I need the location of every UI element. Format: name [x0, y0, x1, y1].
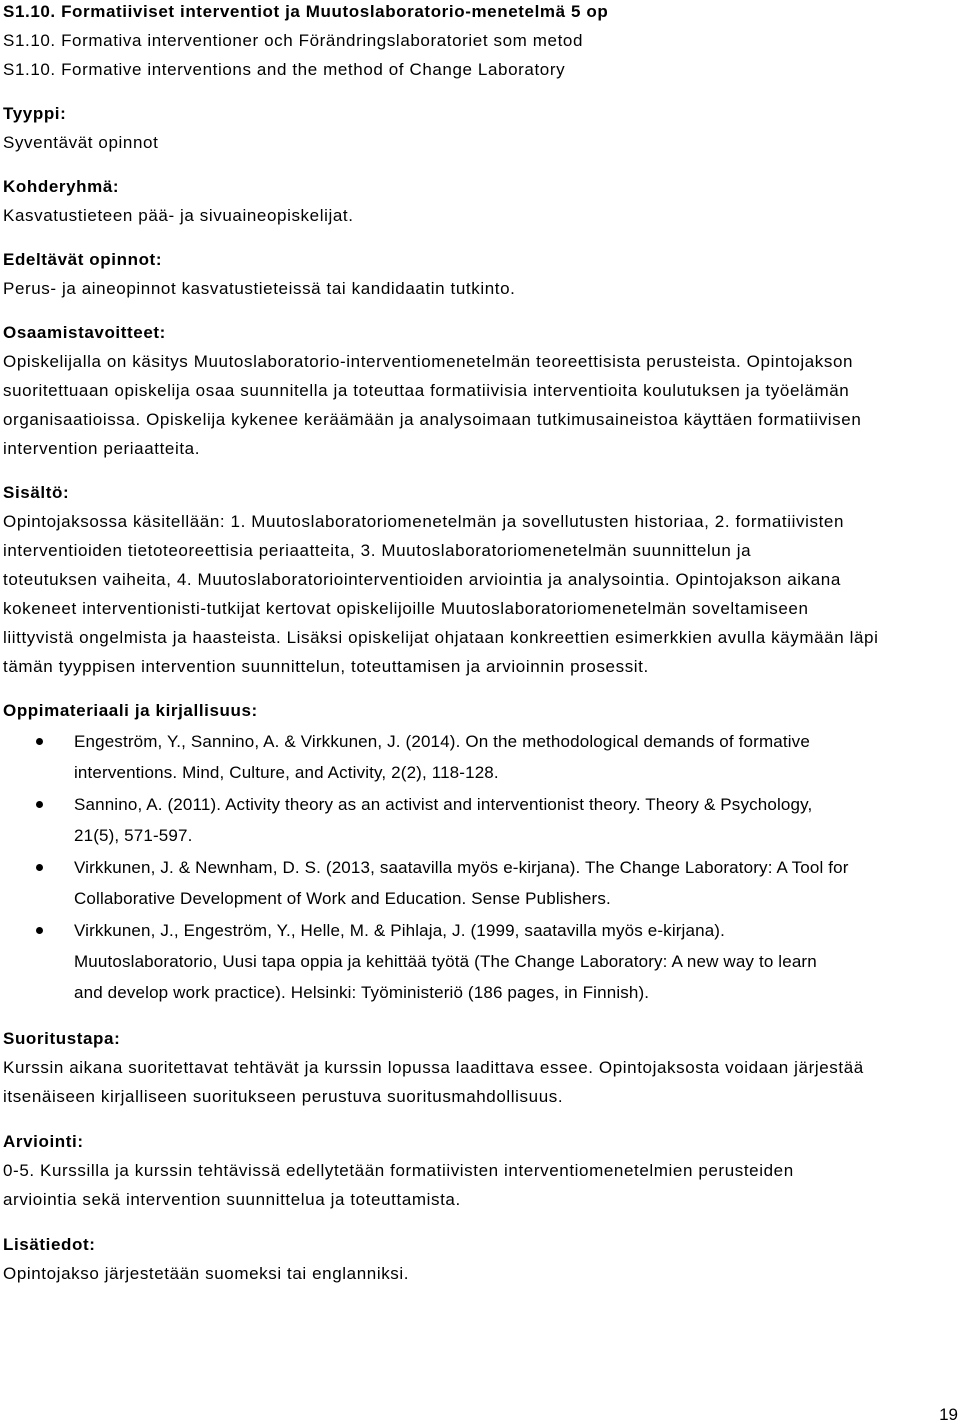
section-text-line: itsenäiseen kirjalliseen suoritukseen perustuva suoritusmahdollisuus.	[3, 1087, 564, 1106]
list-item	[3, 726, 957, 788]
section-text-line: 0-5. Kurssilla ja kurssin tehtävissä edellytetään formatiivisten interventiomenetelmien perusteiden	[3, 1161, 794, 1180]
title-english: S1.10. Formative interventions and the method of Change Laboratory	[3, 60, 566, 79]
reference-line: Muutoslaboratorio, Uusi tapa oppia ja kehittää työtä (The Change Laboratory: A new way to learn	[74, 952, 817, 971]
section-label: Osaamistavoitteet:	[3, 323, 166, 342]
section-label: Kohderyhmä:	[3, 177, 120, 196]
section-label: Suoritustapa:	[3, 1029, 121, 1048]
reference-line: interventions. Mind, Culture, and Activity, 2(2), 118-128.	[74, 763, 499, 782]
section-text-line: Kurssin aikana suoritettavat tehtävät ja kurssin lopussa laadittava essee. Opintojaksosta voidaan järjestää	[3, 1058, 864, 1077]
section-text-line: tämän tyyppisen intervention suunnittelun, toteuttamisen ja arvioinnin prosessit.	[3, 657, 649, 676]
section-label: Oppimateriaali ja kirjallisuus:	[3, 701, 258, 720]
section-text-line: Perus- ja aineopinnot kasvatustieteissä tai kandidaatin tutkinto.	[3, 279, 516, 298]
title-finnish: S1.10. Formatiiviset interventiot ja Muutoslaboratorio-menetelmä 5 op	[3, 2, 609, 21]
section-text-line: Syventävät opinnot	[3, 133, 159, 152]
section-content	[3, 478, 957, 681]
section-label: Arviointi:	[3, 1132, 84, 1151]
literature-list	[3, 726, 957, 1008]
list-item	[3, 852, 957, 914]
section-text-line: interventioiden tietoteoreettisia periaatteita, 3. Muutoslaboratoriomenetelmän suunnittelun ja	[3, 541, 752, 560]
section-learning-outcomes	[3, 318, 957, 463]
list-item	[3, 789, 957, 851]
bullet-icon	[36, 927, 43, 934]
title-swedish: S1.10. Formativa interventioner och Förändringslaboratoriet som metod	[3, 31, 583, 50]
bullet-icon	[36, 801, 43, 808]
list-item	[3, 915, 957, 1008]
section-text-line: kokeneet interventionisti-tutkijat kertovat opiskelijoille Muutoslaboratoriomenetelmän soveltamiseen	[3, 599, 809, 618]
reference-line: Collaborative Development of Work and Education. Sense Publishers.	[74, 889, 611, 908]
section-text-line: toteutuksen vaiheita, 4. Muutoslaboratoriointerventioiden arviointia ja analysointia. Opintojakson aikana	[3, 570, 841, 589]
section-type	[3, 99, 957, 157]
section-text-line: suoritettuaan opiskelija osaa suunnitella ja toteuttaa formatiivisia interventioita koulutuksen ja työelämän	[3, 381, 850, 400]
section-label: Sisältö:	[3, 483, 70, 502]
section-literature	[3, 696, 957, 1008]
section-text-line: intervention periaatteita.	[3, 439, 201, 458]
section-text-line: organisaatioissa. Opiskelija kykenee keräämään ja analysoimaan tutkimusaineistoa käyttäen formatiivisen	[3, 410, 862, 429]
bullet-icon	[36, 738, 43, 745]
section-label: Lisätiedot:	[3, 1235, 96, 1254]
section-assessment	[3, 1127, 957, 1214]
bullet-icon	[36, 864, 43, 871]
reference-line: 21(5), 571-597.	[74, 826, 193, 845]
reference-line: Sannino, A. (2011). Activity theory as an activist and interventionist theory. Theory & Psychology,	[74, 795, 813, 814]
course-heading	[3, 0, 957, 84]
section-label: Tyyppi:	[3, 104, 67, 123]
section-text-line: Opintojaksossa käsitellään: 1. Muutoslaboratoriomenetelmän ja sovellutusten historiaa, 2. formatiivisten	[3, 512, 845, 531]
section-prerequisites	[3, 245, 957, 303]
section-target-group	[3, 172, 957, 230]
reference-line: Virkkunen, J. & Newnham, D. S. (2013, saatavilla myös e-kirjana). The Change Laboratory: A Tool for	[74, 858, 849, 877]
reference-line: Virkkunen, J., Engeström, Y., Helle, M. & Pihlaja, J. (1999, saatavilla myös e-kirjana).	[74, 921, 725, 940]
section-text-line: liittyvistä ongelmista ja haasteista. Lisäksi opiskelijat ohjataan konkreettien esimerkkien avulla käymään läpi	[3, 628, 879, 647]
document-page	[3, 0, 957, 1288]
page-number: 19	[939, 1405, 958, 1424]
section-text-line: Opintojakso järjestetään suomeksi tai englanniksi.	[3, 1264, 410, 1283]
section-text-line: arviointia sekä intervention suunnittelua ja toteuttamista.	[3, 1190, 461, 1209]
reference-line: and develop work practice). Helsinki: Työministeriö (186 pages, in Finnish).	[74, 983, 650, 1002]
section-label: Edeltävät opinnot:	[3, 250, 163, 269]
section-additional-info	[3, 1230, 957, 1288]
section-completion	[3, 1024, 957, 1111]
section-text-line: Kasvatustieteen pää- ja sivuaineopiskelijat.	[3, 206, 354, 225]
reference-line: Engeström, Y., Sannino, A. & Virkkunen, J. (2014). On the methodological demands of formative	[74, 732, 810, 751]
section-text-line: Opiskelijalla on käsitys Muutoslaboratorio-interventiomenetelmän teoreettisista perusteista. Opintojakson	[3, 352, 854, 371]
